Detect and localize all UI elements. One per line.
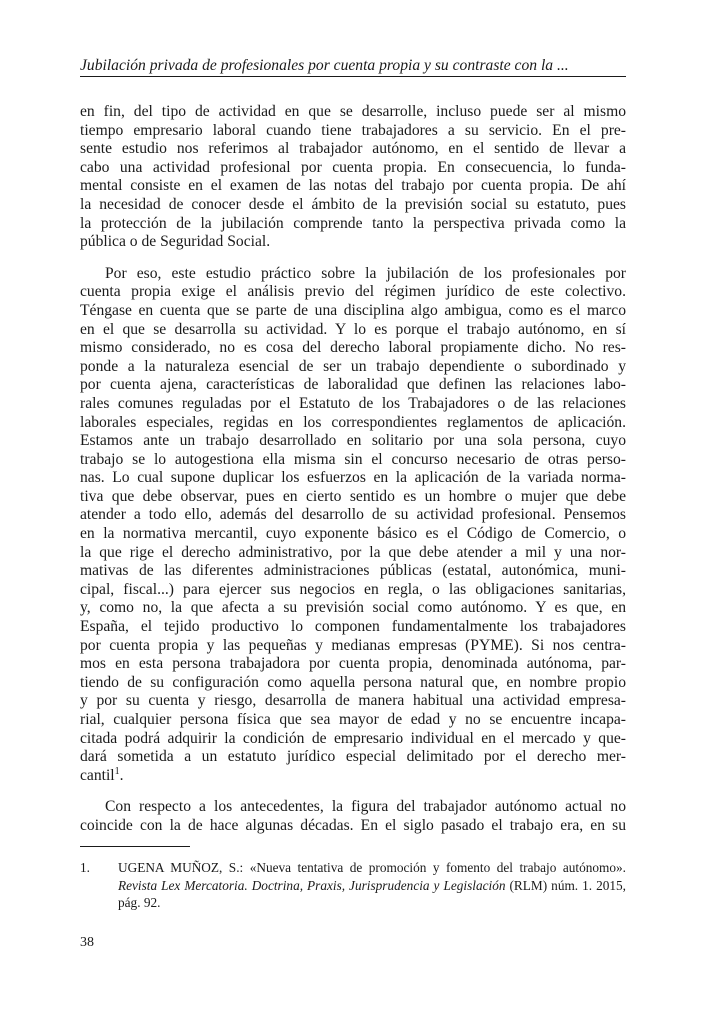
paragraph-1 (80, 103, 626, 252)
footnote-ref[interactable]: 1 (114, 765, 120, 777)
text-line: Téngase en cuenta que se parte de una disciplina algo ambigua, como es el marco (80, 301, 626, 319)
text-line: trabajo se lo autogestiona ella misma sin el concurso necesario de otras perso- (80, 450, 626, 468)
paragraph-2 (80, 265, 626, 786)
text-line: mos en esta persona trabajadora por cuenta propia, denominada autónoma, par- (80, 655, 626, 673)
text-line: atender a todo ello, además del desarrollo de su actividad profesional. Pensemos (80, 506, 626, 524)
header-rule (80, 76, 626, 77)
text-line: cantil (80, 766, 115, 784)
text-line: mismo considerado, no es cosa del derecho laboral propiamente dicho. No res- (80, 339, 626, 357)
text-line: cabo una actividad profesional por cuenta propia. En consecuencia, lo funda- (80, 158, 626, 176)
text-line: y, como no, la que afecta a su previsión social como autónomo. Y es que, en (80, 599, 626, 617)
text-line: rales comunes reguladas por el Estatuto de los Trabajadores o de las relaciones (80, 394, 626, 412)
footnote-body (118, 859, 626, 912)
footnote-1 (80, 859, 626, 912)
body-text (80, 103, 626, 836)
footnote-separator (80, 846, 190, 847)
text-line: ponde a la naturaleza esencial de ser un trabajo dependiente o subordinado y (80, 357, 626, 375)
footnote-pages: pág. 92. (118, 895, 161, 910)
text-line: cipal, fiscal...) para ejercer sus negocios en regla, o las obligaciones sanitarias, (80, 580, 626, 598)
text-line: la que rige el derecho administrativo, por la que debe atender a mil y una nor- (80, 543, 626, 561)
text-line: por cuenta ajena, características de laboralidad que definen las relaciones labo- (80, 376, 626, 394)
text-line: la protección de la jubilación comprende tanto la perspectiva privada como la (80, 214, 626, 232)
text-line: la necesidad de conocer desde el ámbito de la previsión social su estatuto, pues (80, 195, 626, 213)
text-line: laborales especiales, regidas en los correspondientes reglamentos de aplicación. (80, 413, 626, 431)
footnote-journal-suffix: (RLM) núm. 1. 2015, (505, 877, 627, 893)
text-line: citada podrá adquirir la condición de empresario individual en el mercado y que- (80, 729, 626, 747)
text-line: dará sometida a un estatuto jurídico especial delimitado por el derecho mer- (80, 748, 626, 766)
text-line: sente estudio nos referimos al trabajador autónomo, en el sentido de llevar a (80, 140, 626, 158)
text-line: por cuenta propia y las pequeñas y medianas empresas (PYME). Si nos centra- (80, 636, 626, 654)
text-line: tiendo de su configuración como aquella persona natural que, en nombre propio (80, 673, 626, 691)
running-header: Jubilación privada de profesionales por cuenta propia y su contraste con la ... (80, 57, 569, 74)
sentence-end: . (119, 766, 124, 784)
text-line: coincide con la de hace algunas décadas. En el siglo pasado el trabajo era, en su (80, 816, 626, 834)
page-number: 38 (80, 935, 94, 950)
text-line: en la normativa mercantil, cuyo exponente básico es el Código de Comercio, o (80, 525, 626, 543)
text-line: Estamos ante un trabajo desarrollado en solitario por una sola persona, cuyo (80, 432, 626, 450)
text-line: cuenta propia exige el análisis previo del régimen jurídico de este colectivo. (80, 283, 626, 301)
text-line: Con respecto a los antecedentes, la figura del trabajador autónomo actual no (105, 798, 626, 816)
paragraph-3 (80, 798, 626, 835)
footnote-journal: Revista Lex Mercatoria. Doctrina, Praxis, Jurisprudencia y Legislación (118, 877, 506, 893)
text-line: tiva que debe observar, pues en cierto sentido es un hombre o mujer que debe (80, 487, 626, 505)
text-line: tiempo empresario laboral cuando tiene trabajadores a su servicio. En el pre- (80, 121, 626, 139)
text-line: rial, cualquier persona física que sea mayor de edad y no se encuentre incapa- (80, 711, 626, 728)
text-line: mativas de las diferentes administraciones públicas (estatal, autonómica, muni- (80, 562, 626, 580)
text-line: y por su cuenta y riesgo, desarrolla de manera habitual una actividad empresa- (80, 692, 626, 710)
text-line: nas. Lo cual supone duplicar los esfuerzos en la aplicación de la variada norma- (80, 469, 626, 487)
text-line: en fin, del tipo de actividad en que se desarrolle, incluso puede ser al mismo (80, 103, 626, 120)
footnote-number: 1. (80, 860, 90, 875)
text-line: en el que se desarrolla su actividad. Y lo es porque el trabajo autónomo, en sí (80, 320, 626, 338)
footnote-citation: UGENA MUÑOZ, S.: «Nueva tentativa de promoción y fomento del trabajo autónomo». (118, 860, 626, 875)
text-line-with-footnote (80, 767, 626, 786)
footnote-journal-line (118, 877, 626, 895)
text-line: pública o de Seguridad Social. (80, 233, 271, 251)
text-line: mental consiste en el examen de las notas del trabajo por cuenta propia. De ahí (80, 177, 626, 195)
text-line: Por eso, este estudio práctico sobre la jubilación de los profesionales por (105, 264, 626, 282)
text-line: España, el tejido productivo lo componen fundamentalmente los trabajadores (80, 618, 626, 636)
